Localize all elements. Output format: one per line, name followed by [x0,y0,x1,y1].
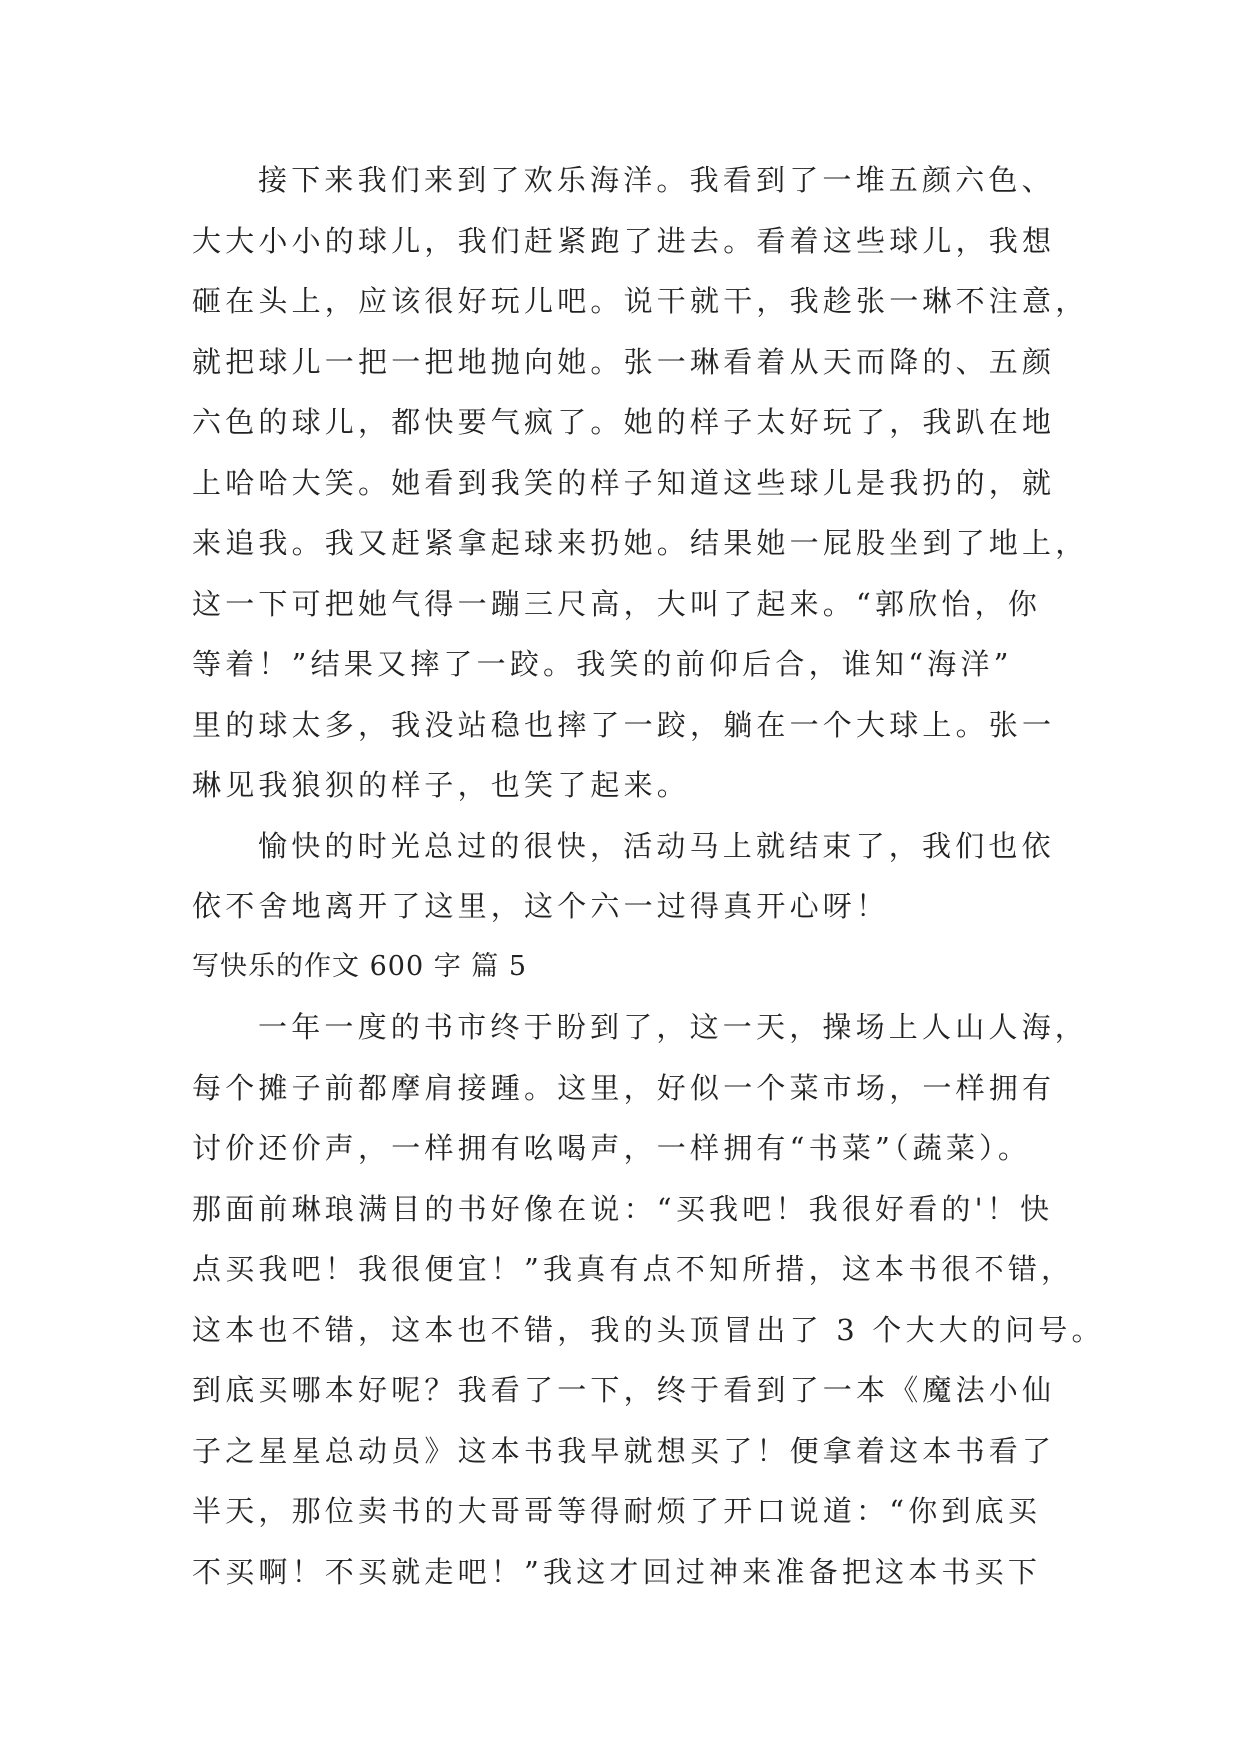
text-line: 这本也不错，这本也不错，我的头顶冒出了 3 个大大的问号。 [192,1312,1105,1347]
text-line: 上哈哈大笑。她看到我笑的样子知道这些球儿是我扔的，就 [192,465,1056,500]
text-line: 半天，那位卖书的大哥哥等得耐烦了开口说道：“你到底买 [192,1494,1042,1528]
text-line: 到底买哪本好呢？我看了一下，终于看到了一本《魔法小仙 [192,1373,1056,1407]
document-body [192,150,1105,1602]
text-line: 点买我吧！我很便宜！”我真有点不知所措，这本书很不错， [192,1252,1075,1286]
text-line: 来追我。我又赶紧拿起球来扔她。结果她一屁股坐到了地上， [192,526,1089,560]
text-line: 不买啊！不买就走吧！”我这才回过神来准备把这本书买下 [192,1554,1042,1589]
text-line: 等着！”结果又摔了一跤。我笑的前仰后合，谁知“海洋” [192,647,1013,681]
paragraph-happy-ocean [192,150,1089,816]
text-line: 砸在头上，应该很好玩儿吧。说干就干，我趁张一琳不注意， [192,284,1089,318]
text-line: 琳见我狼狈的样子，也笑了起来。 [192,768,691,802]
text-line: 六色的球儿，都快要气疯了。她的样子太好玩了，我趴在地 [192,405,1056,439]
paragraph-book-fair [192,997,1105,1602]
text-line: 这一下可把她气得一蹦三尺高，大叫了起来。“郭欣怡，你 [192,586,1042,621]
text-line: 愉快的时光总过的很快，活动马上就结束了，我们也依 [258,828,1055,863]
paragraph-conclusion [192,816,1072,937]
text-line: 一年一度的书市终于盼到了，这一天，操场上人山人海， [258,1010,1089,1044]
text-line: 依不舍地离开了这里，这个六一过得真开心呀！ [192,889,890,923]
text-line: 接下来我们来到了欢乐海洋。我看到了一堆五颜六色、 [258,163,1055,197]
text-line: 就把球儿一把一把地抛向她。张一琳看着从天而降的、五颜 [192,344,1056,379]
text-line: 每个摊子前都摩肩接踵。这里，好似一个菜市场，一样拥有 [192,1070,1056,1105]
text-line: 大大小小的球儿，我们赶紧跑了进去。看着这些球儿，我想 [192,223,1056,258]
text-line: 那面前琳琅满目的书好像在说：“买我吧！我很好看的'！快 [192,1191,1054,1226]
section-heading: 写快乐的作文 600 字 篇 5 [192,950,528,982]
text-line: 子之星星总动员》这本书我早就想买了！便拿着这本书看了 [192,1433,1056,1468]
text-line: 讨价还价声，一样拥有吆喝声，一样拥有“书菜”（蔬菜）。 [192,1131,1032,1165]
text-line: 里的球太多，我没站稳也摔了一跤，躺在一个大球上。张一 [192,707,1056,742]
